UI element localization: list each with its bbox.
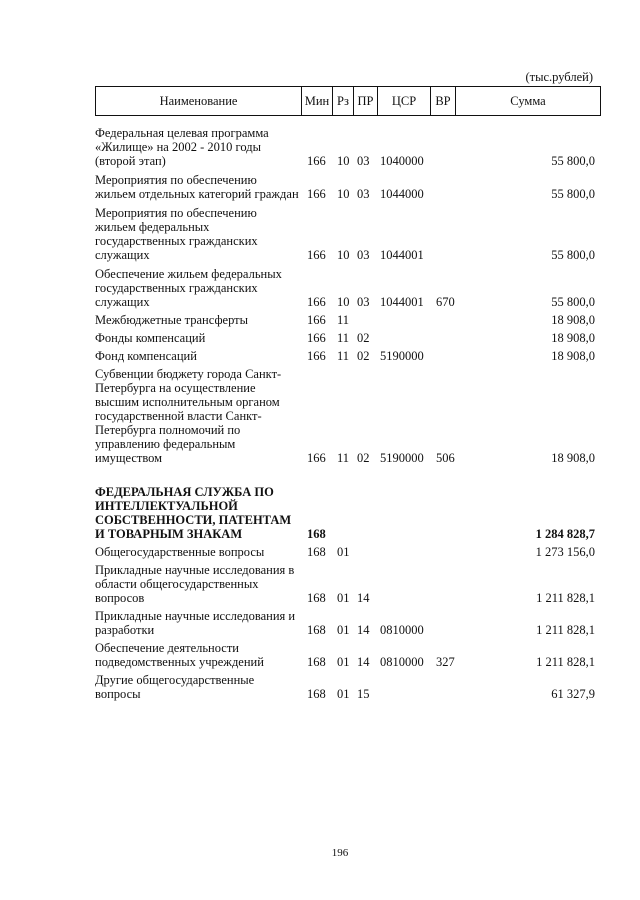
row-pr: 03 (357, 295, 370, 309)
row-codes (307, 154, 467, 168)
row-codes (307, 187, 467, 201)
row-name: Фонды компенсаций (95, 331, 206, 345)
row-pr: 02 (357, 349, 370, 363)
row-min: 168 (307, 655, 326, 669)
table-header (95, 86, 601, 116)
table-row (95, 126, 599, 168)
row-pr: 03 (357, 154, 370, 168)
row-name: Фонд компенсаций (95, 349, 197, 363)
row-codes (307, 687, 467, 701)
row-name: Прикладные научные исследования в области общегосударственных вопросов (95, 563, 295, 605)
row-rz: 01 (337, 687, 350, 701)
row-pr: 14 (357, 655, 370, 669)
row-min: 166 (307, 295, 326, 309)
row-sum: 1 211 828,1 (536, 655, 595, 669)
row-vr: 327 (436, 655, 455, 669)
row-codes (307, 313, 467, 327)
row-rz: 11 (337, 349, 350, 363)
header-name: Наименование (159, 94, 238, 108)
row-sum: 18 908,0 (551, 451, 595, 465)
row-sum: 55 800,0 (551, 248, 595, 262)
table-row (95, 206, 599, 262)
row-rz: 01 (337, 545, 350, 559)
table-row (95, 609, 599, 637)
row-rz: 11 (337, 331, 350, 345)
row-name: Другие общегосударственные вопросы (95, 673, 255, 701)
row-codes (307, 248, 467, 262)
row-sum: 1 211 828,1 (536, 623, 595, 637)
header-sum: Сумма (455, 87, 600, 115)
row-csr: 0810000 (380, 623, 424, 637)
row-codes (307, 591, 467, 605)
row-csr: 1040000 (380, 154, 424, 168)
row-name: Мероприятия по обеспечению жильем отдельных категорий граждан (95, 173, 299, 201)
row-codes (307, 655, 467, 669)
row-csr: 5190000 (380, 451, 424, 465)
row-sum: 55 800,0 (551, 187, 595, 201)
row-rz: 11 (337, 313, 350, 327)
row-sum: 18 908,0 (551, 331, 595, 345)
row-csr: 1044001 (380, 248, 424, 262)
table-row (95, 173, 599, 201)
row-min: 168 (307, 687, 326, 701)
row-sum: 55 800,0 (551, 154, 595, 168)
row-sum: 1 273 156,0 (535, 545, 595, 559)
row-codes (307, 527, 467, 541)
row-codes (307, 545, 467, 559)
row-pr: 14 (357, 623, 370, 637)
row-csr: 5190000 (380, 349, 424, 363)
row-codes (307, 331, 467, 345)
row-pr: 02 (357, 331, 370, 345)
row-csr: 0810000 (380, 655, 424, 669)
table-row (95, 267, 599, 309)
header-rz: Рз (332, 87, 353, 115)
row-min: 168 (307, 591, 326, 605)
row-codes (307, 451, 467, 465)
table-row (95, 349, 599, 363)
table-body (95, 122, 599, 701)
header-vr: ВР (430, 87, 455, 115)
row-sum: 61 327,9 (551, 687, 595, 701)
row-name: Прикладные научные исследования и разработки (95, 609, 296, 637)
row-sum: 18 908,0 (551, 313, 595, 327)
header-min: Мин (301, 87, 332, 115)
table-row (95, 545, 599, 559)
row-pr: 03 (357, 187, 370, 201)
row-codes (307, 623, 467, 637)
table-row (95, 367, 599, 465)
row-codes (307, 349, 467, 363)
row-min: 166 (307, 349, 326, 363)
row-min: 168 (307, 623, 326, 637)
row-pr: 15 (357, 687, 370, 701)
row-min: 166 (307, 248, 326, 262)
row-min: 166 (307, 451, 326, 465)
row-name: Федеральная целевая программа «Жилище» на 2002 - 2010 годы (второй этап) (95, 126, 269, 168)
header-csr: ЦСР (377, 87, 430, 115)
table-row (95, 641, 599, 669)
table-row (95, 673, 599, 701)
row-rz: 10 (337, 187, 350, 201)
row-min: 168 (307, 545, 326, 559)
page-number: 196 (331, 847, 349, 859)
row-csr: 1044000 (380, 187, 424, 201)
row-min: 166 (307, 187, 326, 201)
row-name: Общегосударственные вопросы (95, 545, 265, 559)
row-name: Обеспечение жильем федеральных государственных гражданских служащих (95, 267, 282, 309)
row-pr: 14 (357, 591, 370, 605)
row-min: 166 (307, 331, 326, 345)
row-rz: 10 (337, 295, 350, 309)
row-min: 166 (307, 313, 326, 327)
table-row (95, 313, 599, 327)
row-rz: 11 (337, 451, 350, 465)
row-sum: 18 908,0 (551, 349, 595, 363)
row-name: Межбюджетные трансферты (95, 313, 249, 327)
row-name: Субвенции бюджету города Санкт-Петербурга на осуществление высшим исполнительным органом государственной власти Санкт-Петербурга полномочий по управлению федеральным имуществом (95, 367, 282, 465)
header-pr: ПР (353, 87, 377, 115)
row-min: 168 (307, 527, 326, 541)
row-pr: 03 (357, 248, 370, 262)
units-label: (тыс.рублей) (525, 70, 593, 84)
row-rz: 01 (337, 591, 350, 605)
row-rz: 10 (337, 154, 350, 168)
row-rz: 10 (337, 248, 350, 262)
row-codes (307, 295, 467, 309)
row-sum: 1 284 828,7 (535, 527, 595, 541)
row-name: Мероприятия по обеспечению жильем федеральных государственных гражданских служащих (95, 206, 258, 262)
table-row (95, 563, 599, 605)
row-sum: 55 800,0 (551, 295, 595, 309)
row-vr: 506 (436, 451, 455, 465)
row-csr: 1044001 (380, 295, 424, 309)
row-rz: 01 (337, 655, 350, 669)
table-row (95, 485, 599, 541)
row-name: Обеспечение деятельности подведомственных учреждений (95, 641, 264, 669)
row-vr: 670 (436, 295, 455, 309)
table-row (95, 331, 599, 345)
row-pr: 02 (357, 451, 370, 465)
row-min: 166 (307, 154, 326, 168)
row-rz: 01 (337, 623, 350, 637)
row-sum: 1 211 828,1 (536, 591, 595, 605)
row-name: ФЕДЕРАЛЬНАЯ СЛУЖБА ПО ИНТЕЛЛЕКТУАЛЬНОЙ СОБСТВЕННОСТИ, ПАТЕНТАМ И ТОВАРНЫМ ЗНАКАМ (95, 485, 292, 541)
